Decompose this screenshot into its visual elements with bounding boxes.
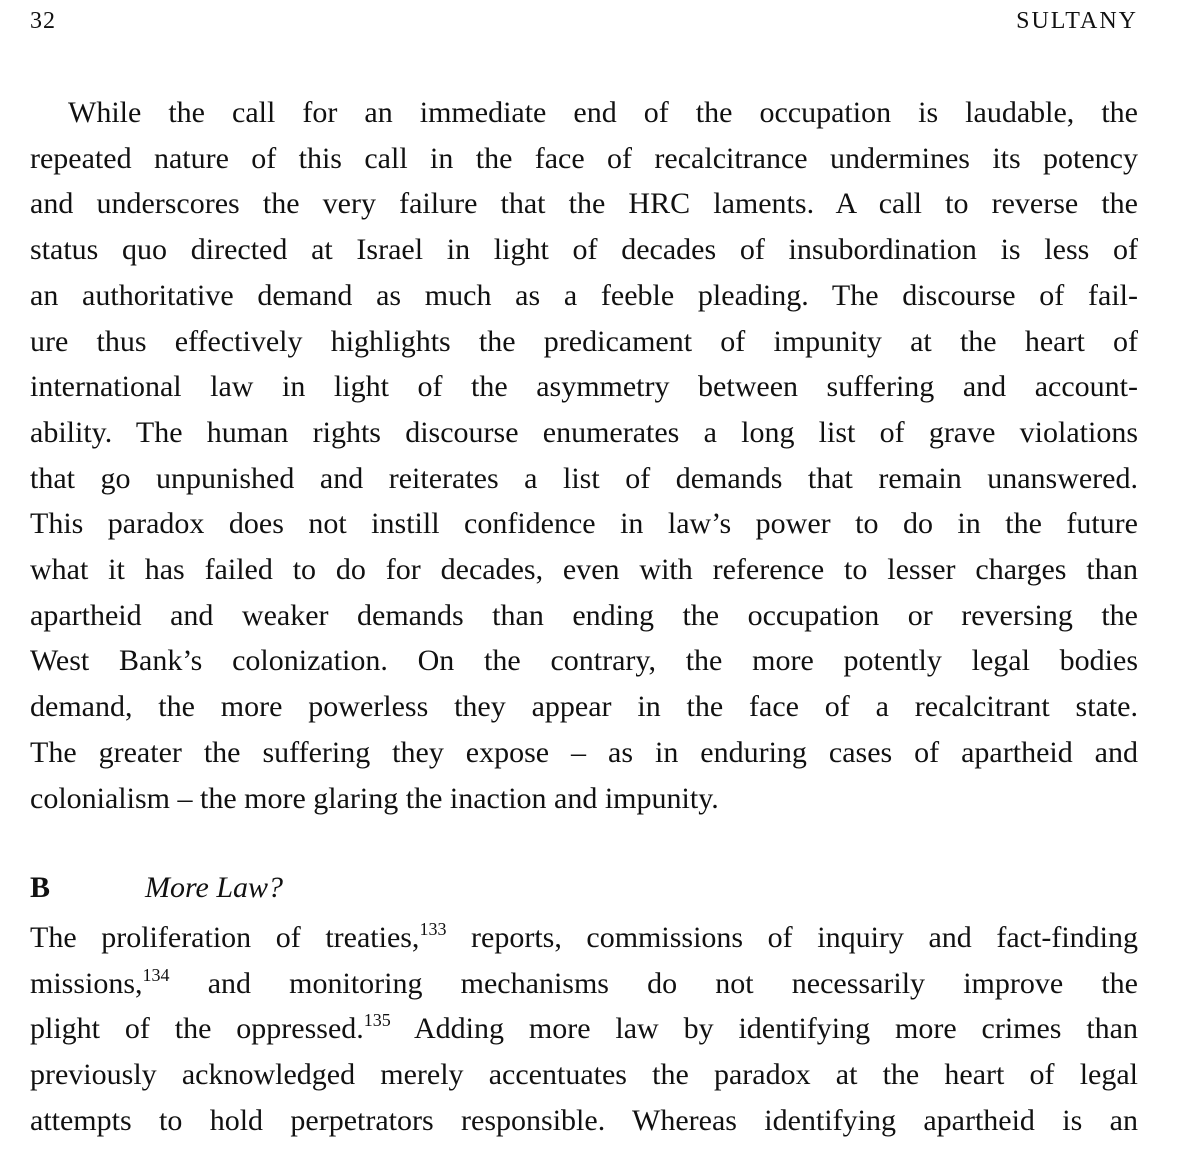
text-line	[30, 915, 1138, 961]
text-line	[30, 961, 1138, 1007]
running-head	[30, 8, 1138, 42]
running-title: SULTANY	[1016, 8, 1138, 34]
text-line: previously acknowledged merely accentuates the paradox at the heart of legal	[30, 1058, 1138, 1092]
text-line: ure thus effectively highlights the predicament of impunity at the heart of	[30, 324, 1138, 358]
text-line: and underscores the very failure that the HRC laments. A call to reverse the	[30, 187, 1138, 221]
page-number: 32	[30, 8, 56, 34]
text-line: attempts to hold perpetrators responsible. Whereas identifying apartheid is an	[30, 1103, 1138, 1137]
text-line: demand, the more powerless they appear in the face of a recalcitrant state.	[30, 690, 1138, 724]
text-line: repeated nature of this call in the face of recalcitrance undermines its potency	[30, 141, 1138, 175]
text-run: missions,	[30, 966, 143, 1000]
text-line: what it has failed to do for decades, even with reference to lesser charges than	[30, 553, 1138, 587]
text-line: that go unpunished and reiterates a list of demands that remain unanswered.	[30, 461, 1138, 495]
section-letter: B	[30, 871, 51, 904]
footnote-ref-133[interactable]: 133	[419, 919, 447, 939]
text-line: The greater the suffering they expose – as in enduring cases of apartheid and	[30, 735, 1138, 769]
paragraph-occupation-failure	[30, 90, 1138, 821]
footnote-ref-135[interactable]: 135	[363, 1010, 391, 1031]
text-line: colonialism – the more glaring the inaction and impunity.	[30, 781, 719, 815]
text-line: status quo directed at Israel in light of decades of insubordination is less of	[30, 233, 1138, 267]
text-line: West Bank’s colonization. On the contrary, the more potently legal bodies	[30, 644, 1138, 678]
text-run: Adding more law by identifying more crimes than	[390, 1012, 1139, 1046]
section-title: More Law?	[145, 871, 284, 904]
text-line: While the call for an immediate end of the occupation is laudable, the	[68, 96, 1138, 129]
text-line: international law in light of the asymmetry between suffering and account-	[30, 370, 1138, 404]
text-run: reports, commissions of inquiry and fact-finding	[446, 921, 1138, 954]
text-line: an authoritative demand as much as a feeble pleading. The discourse of fail-	[30, 278, 1138, 312]
text-line: ability. The human rights discourse enumerates a long list of grave violations	[30, 415, 1138, 449]
text-run: plight of the oppressed.	[30, 1012, 364, 1046]
text-line	[30, 1006, 1138, 1052]
text-line: This paradox does not instill confidence in law’s power to do in the future	[30, 507, 1138, 541]
text-run: and monitoring mechanisms do not necessarily improve the	[169, 966, 1138, 1000]
footnote-ref-134[interactable]: 134	[142, 964, 170, 985]
section-heading	[30, 868, 283, 908]
text-run: The proliferation of treaties,	[30, 921, 420, 954]
text-line: apartheid and weaker demands than ending the occupation or reversing the	[30, 598, 1138, 632]
paragraph-more-law	[30, 915, 1138, 1144]
